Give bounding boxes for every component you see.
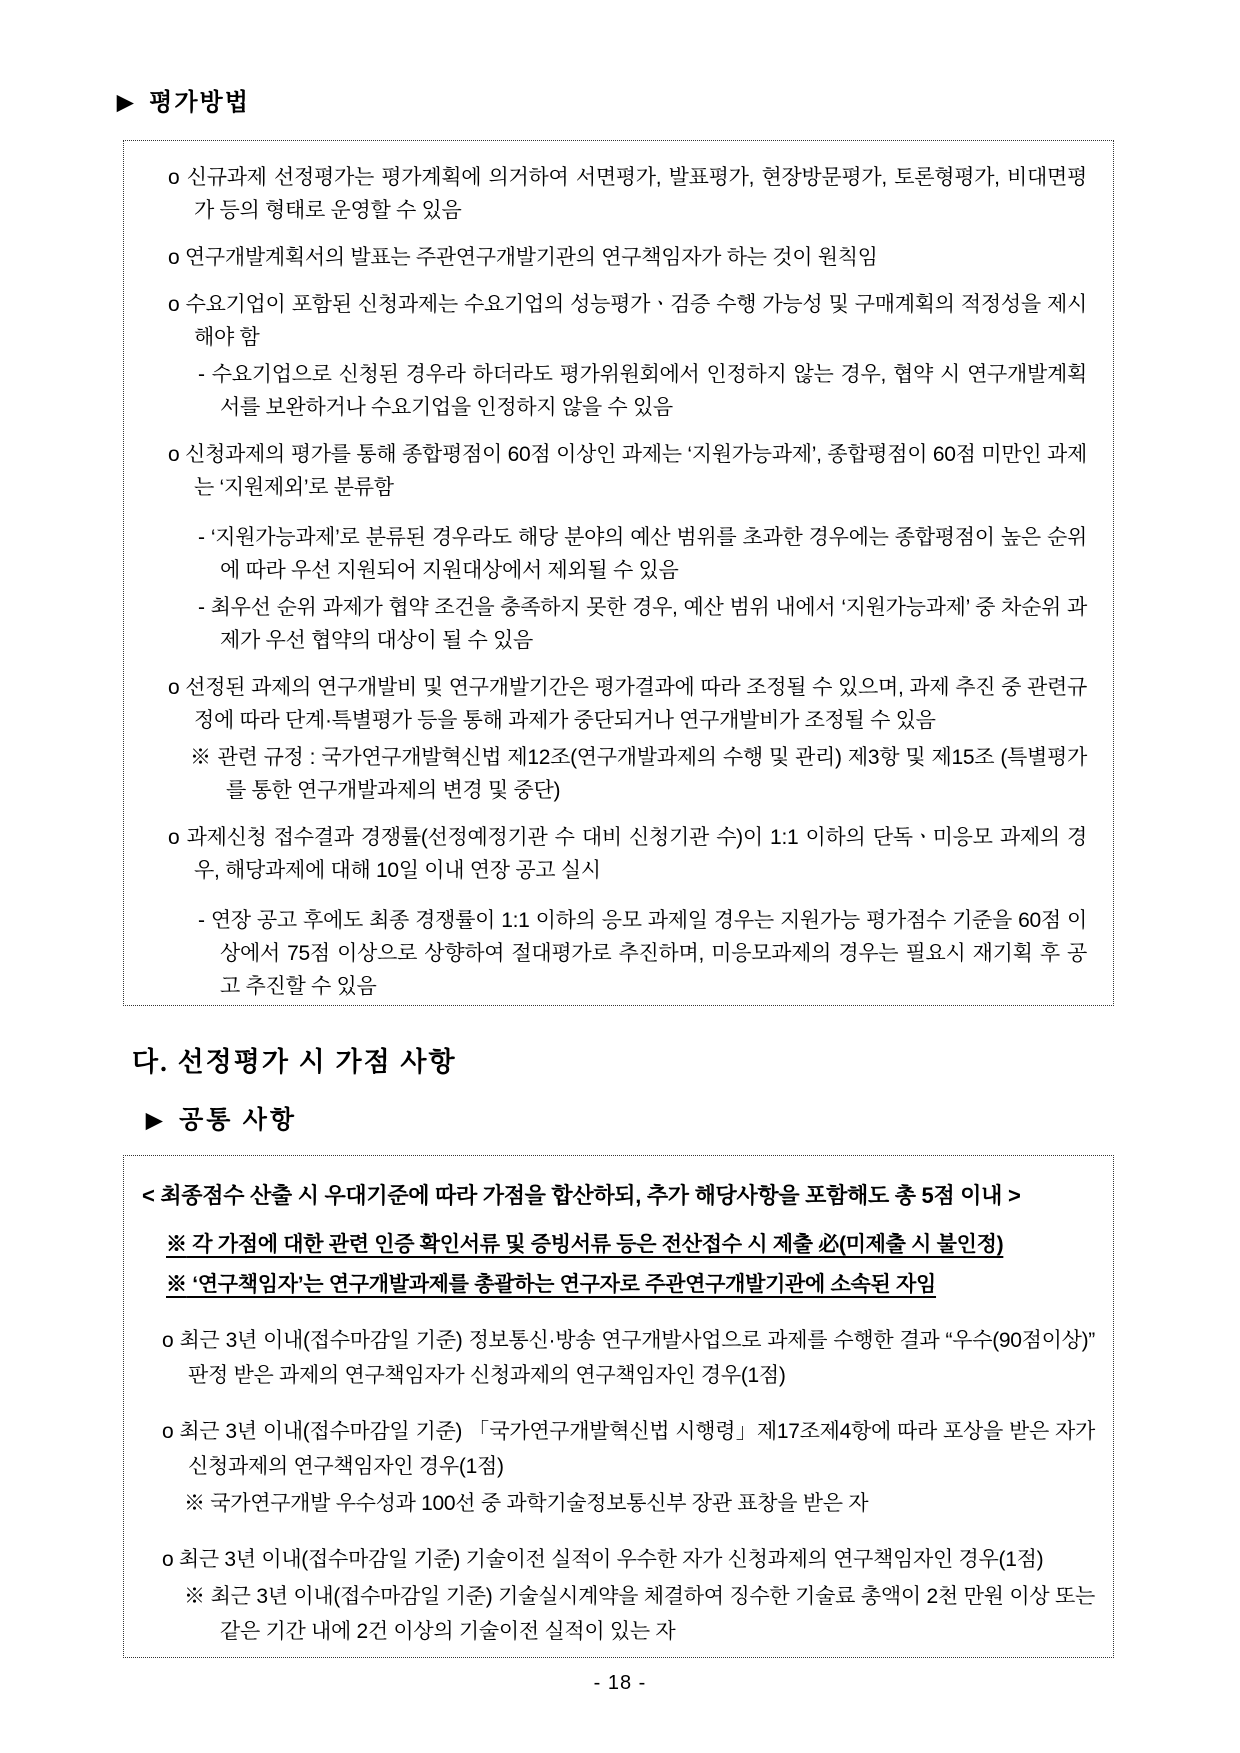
bullet-marker: o — [168, 166, 180, 189]
list-item: o 최근 3년 이내(접수마감일 기준) 정보통신·방송 연구개발사업으로 과제를 수행한 결과 “우수(90점이상)” 판정 받은 과제의 연구책임자가 신청과제의 연구책임자인 경우(1점) — [162, 1329, 1095, 1387]
bullet-marker: o — [162, 1329, 174, 1352]
list-item: ※ ‘연구책임자’는 연구개발과제를 총괄하는 연구자로 주관연구개발기관에 소속된 자임 — [166, 1273, 937, 1296]
bullet-marker: o — [162, 1548, 174, 1571]
triangle-bullet-icon: ▶ — [117, 90, 136, 114]
list-item: ※ 최근 3년 이내(접수마감일 기준) 기술실시계약을 체결하여 징수한 기술료 총액이 2천 만원 이상 또는 같은 기간 내에 2건 이상의 기술이전 실적이 있는 자 — [184, 1585, 1096, 1643]
bullet-marker: o — [168, 443, 180, 466]
list-item: o 최근 3년 이내(접수마감일 기준) 기술이전 실적이 우수한 자가 신청과제의 연구책임자인 경우(1점) — [162, 1548, 1044, 1571]
section-title-text: 평가방법 — [149, 90, 250, 116]
list-item: - 수요기업으로 신청된 경우라 하더라도 평가위원회에서 인정하지 않는 경우, 협약 시 연구개발계획서를 보완하거나 수요기업을 인정하지 않을 수 있음 — [198, 363, 1087, 419]
bullet-marker: o — [162, 1420, 174, 1443]
bullet-marker: o — [168, 246, 180, 269]
bullet-marker: o — [168, 293, 180, 316]
list-item: ※ 각 가점에 대한 관련 인증 확인서류 및 증빙서류 등은 전산접수 시 제출 必(미제출 시 불인정) — [166, 1233, 1004, 1256]
subsection-title-common — [146, 1100, 297, 1136]
triangle-bullet-icon: ▶ — [146, 1108, 166, 1132]
bullet-marker: ※ — [166, 1273, 187, 1296]
list-item: o 연구개발계획서의 발표는 주관연구개발기관의 연구책임자가 하는 것이 원칙임 — [168, 246, 878, 269]
bullet-marker: o — [168, 826, 180, 849]
bonus-box-header: < 최종점수 산출 시 우대기준에 따라 가점을 합산하되, 추가 해당사항을 포함해도 총 5점 이내 > — [142, 1183, 1021, 1208]
section-heading-bonus: 다. 선정평가 시 가점 사항 — [132, 1047, 457, 1077]
bullet-marker: - — [198, 363, 205, 386]
list-item: o 신청과제의 평가를 통해 종합평점이 60점 이상인 과제는 ‘지원가능과제’, 종합평점이 60점 미만인 과제는 ‘지원제외’로 분류함 — [168, 443, 1087, 499]
bullet-marker: ※ — [184, 1585, 205, 1608]
bullet-marker: - — [198, 909, 205, 932]
bonus-box-items — [142, 1323, 1095, 1649]
subsection-title-text: 공통 사항 — [179, 1107, 298, 1134]
bullet-marker: - — [198, 596, 205, 619]
bullet-marker: ※ — [166, 1233, 187, 1256]
bullet-marker: ※ — [190, 746, 212, 769]
eval-method-box — [123, 140, 1114, 1006]
bullet-marker: ※ — [184, 1492, 205, 1515]
list-item: o 선정된 과제의 연구개발비 및 연구개발기간은 평가결과에 따라 조정될 수 있으며, 과제 추진 중 관련규정에 따라 단계·특별평가 등을 통해 과제가 중단되거나 연구개발비가 조정될 수 있음 — [168, 676, 1087, 732]
list-item: o 최근 3년 이내(접수마감일 기준) 「국가연구개발혁신법 시행령」제17조제4항에 따라 포상을 받은 자가 신청과제의 연구책임자인 경우(1점) — [162, 1420, 1095, 1478]
bonus-box-notes — [142, 1227, 1095, 1302]
list-item: - 최우선 순위 과제가 협약 조건을 충족하지 못한 경우, 예산 범위 내에서 ‘지원가능과제’ 중 차순위 과제가 우선 협약의 대상이 될 수 있음 — [198, 596, 1087, 652]
list-item: o 과제신청 접수결과 경쟁률(선정예정기관 수 대비 신청기관 수)이 1:1 이하의 단독ㆍ미응모 과제의 경우, 해당과제에 대해 10일 이내 연장 공고 실시 — [168, 826, 1087, 882]
list-item: o 신규과제 선정평가는 평가계획에 의거하여 서면평가, 발표평가, 현장방문평가, 토론형평가, 비대면평가 등의 형태로 운영할 수 있음 — [168, 166, 1087, 222]
list-item: o 수요기업이 포함된 신청과제는 수요기업의 성능평가ㆍ검증 수행 가능성 및 구매계획의 적정성을 제시해야 함 — [168, 293, 1087, 349]
list-item: - ‘지원가능과제’로 분류된 경우라도 해당 분야의 예산 범위를 초과한 경우에는 종합평점이 높은 순위에 따라 우선 지원되어 지원대상에서 제외될 수 있음 — [198, 526, 1087, 582]
list-item: ※ 관련 규정 : 국가연구개발혁신법 제12조(연구개발과제의 수행 및 관리) 제3항 및 제15조 (특별평가를 통한 연구개발과제의 변경 및 중단) — [190, 746, 1087, 802]
bullet-marker: - — [198, 526, 205, 549]
bullet-marker: o — [168, 676, 180, 699]
bonus-points-box — [123, 1155, 1114, 1658]
list-item: - 연장 공고 후에도 최종 경쟁률이 1:1 이하의 응모 과제일 경우는 지원가능 평가점수 기준을 60점 이상에서 75점 이상으로 상향하여 절대평가로 추진하며, 미응모과제의 경우는 필요시 재기획 후 공고 추진할 수 있음 — [198, 909, 1087, 998]
page-number: - 18 - — [593, 1672, 647, 1694]
section-title-eval-method — [117, 82, 250, 117]
list-item: ※ 국가연구개발 우수성과 100선 중 과학기술정보통신부 장관 표창을 받은 자 — [184, 1492, 869, 1515]
